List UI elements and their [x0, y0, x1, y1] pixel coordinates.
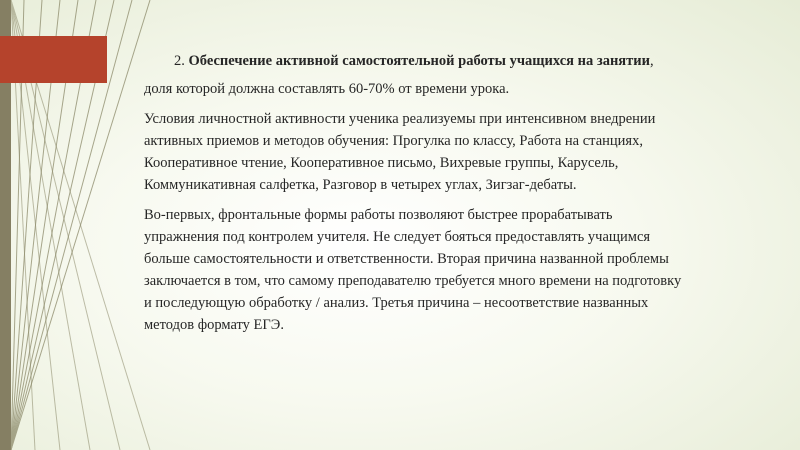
heading-tail: ,: [649, 53, 654, 69]
paragraph-conditions: Условия личностной активности ученика реализуемы при интенсивном внедрении активных приемов и методов обучения: Прогулка по классу, Работа на станциях, Кооперативное чтение, Кооперативное письмо, Вихревые группы, Карусель, Коммуникативная салфетка, Разговор в четырех углах, Зигзаг-дебаты.: [144, 111, 656, 193]
heading-number: 2.: [174, 53, 189, 69]
slide-heading: [174, 50, 684, 72]
slide-content: [144, 50, 684, 344]
heading-bold-text: Обеспечение активной самостоятельной работы учащихся на занятии: [188, 53, 650, 69]
paragraph-share: доля которой должна составлять 60-70% от времени урока.: [144, 81, 510, 97]
accent-tab: [0, 36, 107, 83]
paragraph-reasons: Во-первых, фронтальные формы работы позволяют быстрее прорабатывать упражнения под контролем учителя. Не следует бояться предоставлять учащимся больше самостоятельности и ответственности. Вторая причина названной проблемы заключается в том, что самому преподавателю требуется много времени на подготовку и последующую обработку / анализ. Третья причина – несоответствие названных методов формату ЕГЭ.: [144, 207, 682, 333]
